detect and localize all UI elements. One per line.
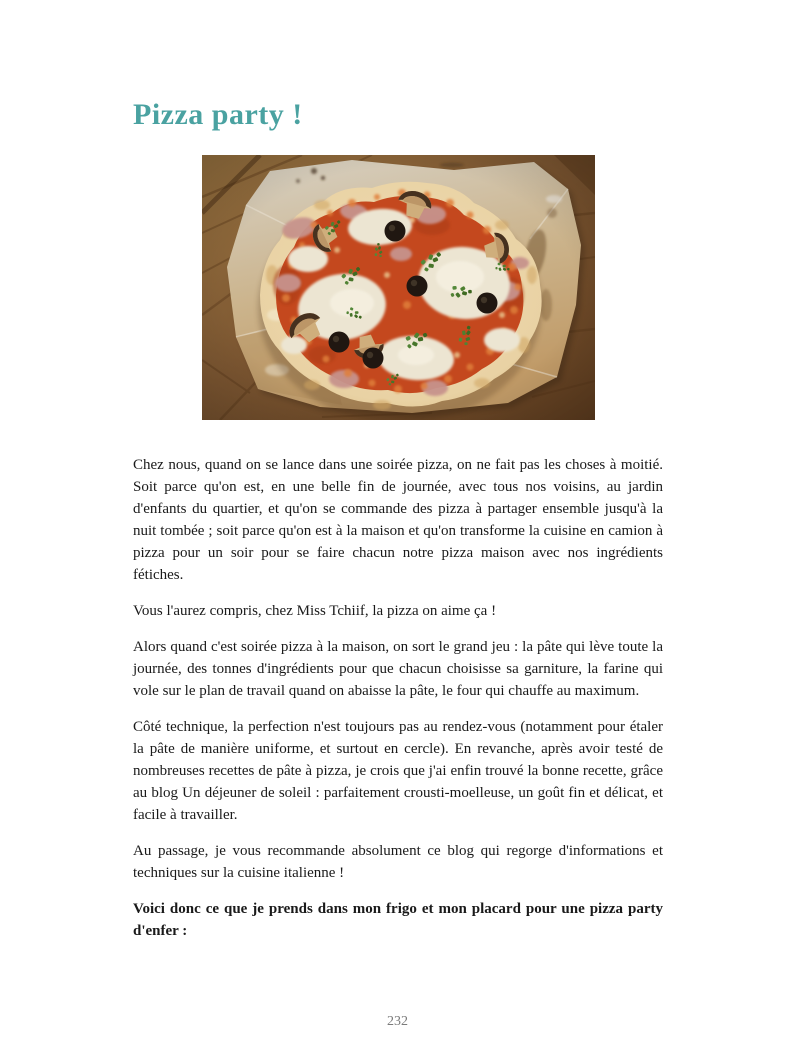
pizza-photo [202,155,595,420]
article-body [133,454,663,942]
paragraph: Alors quand c'est soirée pizza à la maison, on sort le grand jeu : la pâte qui lève toute la journée, des tonnes d'ingrédients pour que chacun choisisse sa garniture, la farine qui vole sur le plan de travail quand on abaisse la pâte, le four qui chauffe au maximum. [133,639,663,699]
paragraph: Vous l'aurez compris, chez Miss Tchiif, la pizza on aime ça ! [133,603,497,619]
paragraph-bold-lead: Voici donc ce que je prends dans mon frigo et mon placard pour une pizza party d'enfer : [133,901,663,939]
pizza-photo-illustration [202,155,595,420]
paragraph: Chez nous, quand on se lance dans une soirée pizza, on ne fait pas les choses à moitié. Soit parce qu'on est, en une belle fin de journée, avec tous nos voisins, au jardin d'enfants du quartier, et qu'on se commande des pizza à partager ensemble jusqu'à la nuit tombée ; soit parce qu'on est à la maison et qu'on transforme la cuisine en camion à pizza pour un soir pour se faire chacun notre pizza maison avec nos ingrédients fétiches. [133,457,663,583]
paragraph: Côté technique, la perfection n'est toujours pas au rendez-vous (notamment pour étaler la pâte de manière uniforme, et surtout en cercle). En revanche, après avoir testé de nombreuses recettes de pâte à pizza, je crois que j'ai enfin trouvé la bonne recette, grâce au blog Un déjeuner de soleil : parfaitement crousti-moelleuse, un goût fin et délicat, et facile à travailler. [133,719,663,823]
paragraph: Au passage, je vous recommande absolument ce blog qui regorge d'informations et techniques sur la cuisine italienne ! [133,843,663,881]
page-title: Pizza party ! [133,98,303,131]
page-number: 232 [387,1014,408,1029]
text-column [133,0,663,956]
